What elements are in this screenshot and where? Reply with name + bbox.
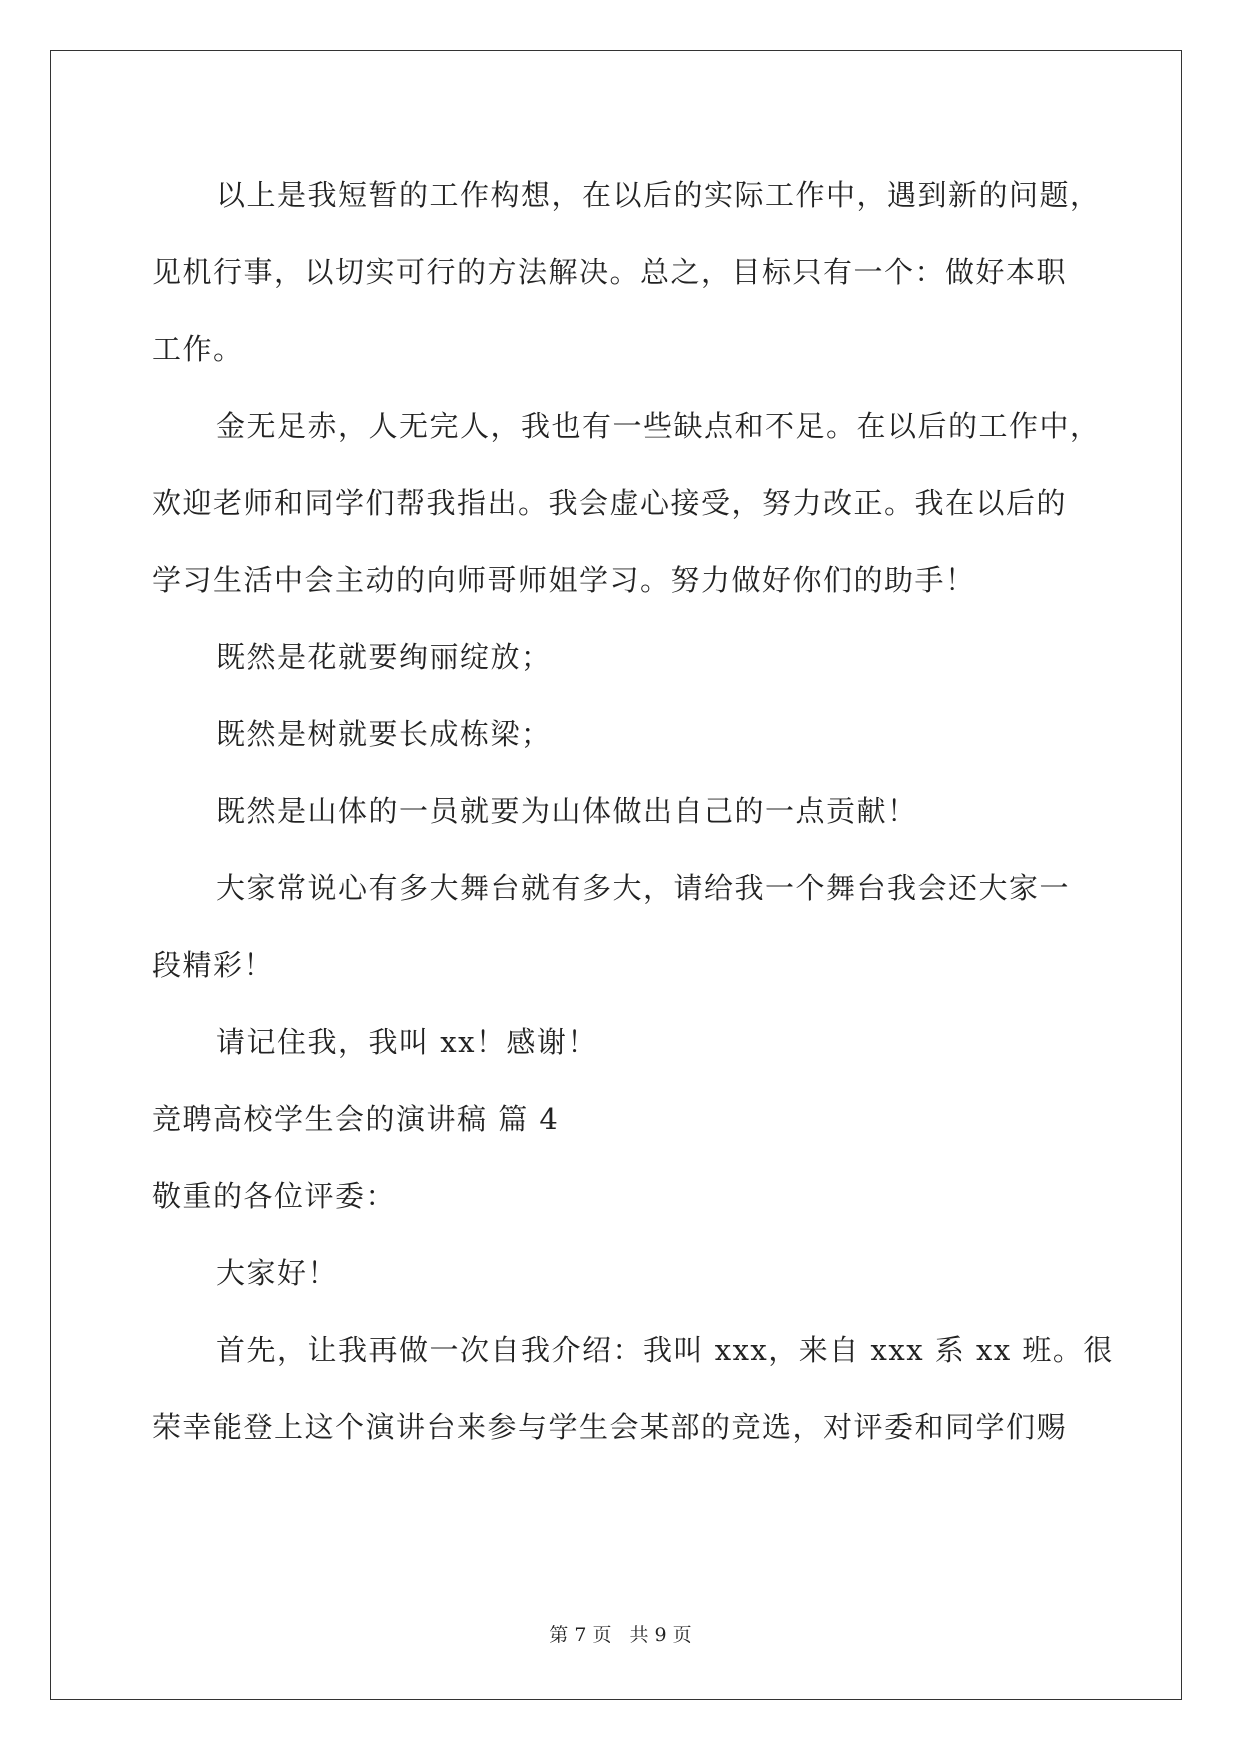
text-line: 以上是我短暂的工作构想，在以后的实际工作中，遇到新的问题， <box>216 178 1101 212</box>
section-heading: 竞聘高校学生会的演讲稿 篇 4 <box>152 1102 560 1136</box>
text-line: 既然是山体的一员就要为山体做出自己的一点贡献！ <box>216 794 918 828</box>
text-line: 欢迎老师和同学们帮我指出。我会虚心接受，努力改正。我在以后的 <box>152 486 1068 520</box>
text-line: 大家好！ <box>216 1256 339 1290</box>
text-line: 大家常说心有多大舞台就有多大，请给我一个舞台我会还大家一 <box>216 871 1071 905</box>
text-line: 金无足赤，人无完人，我也有一些缺点和不足。在以后的工作中， <box>216 409 1101 443</box>
page-total: 共 9 页 <box>629 1624 692 1646</box>
text-line: 段精彩！ <box>152 948 275 982</box>
text-line: 工作。 <box>152 332 244 366</box>
text-line: 学习生活中会主动的向师哥师姐学习。努力做好你们的助手！ <box>152 563 976 597</box>
page-footer <box>0 1623 1241 1647</box>
page-number: 第 7 页 <box>549 1624 612 1646</box>
salutation: 敬重的各位评委： <box>152 1179 397 1213</box>
text-line: 见机行事，以切实可行的方法解决。总之，目标只有一个：做好本职 <box>152 255 1068 289</box>
text-line: 荣幸能登上这个演讲台来参与学生会某部的竞选，对评委和同学们赐 <box>152 1410 1068 1444</box>
text-line: 既然是花就要绚丽绽放； <box>216 640 552 674</box>
text-line: 首先，让我再做一次自我介绍：我叫 xxx，来自 xxx 系 xx 班。很 <box>216 1333 1114 1367</box>
text-line: 请记住我，我叫 xx！感谢！ <box>216 1025 598 1059</box>
text-line: 既然是树就要长成栋梁； <box>216 717 552 751</box>
